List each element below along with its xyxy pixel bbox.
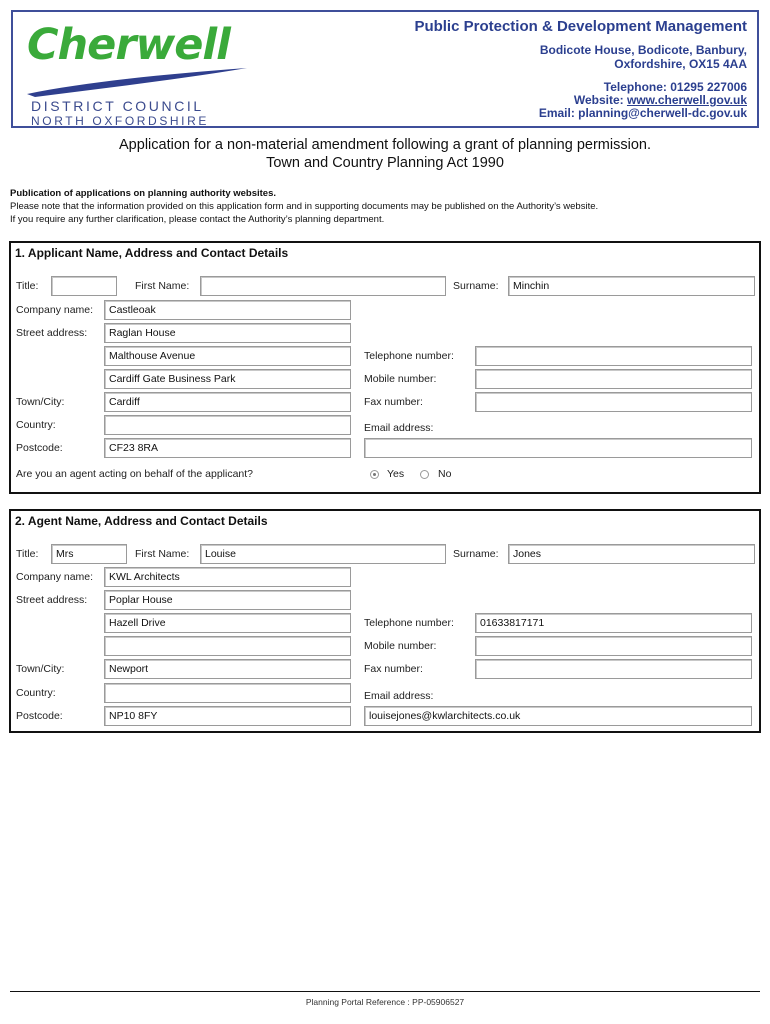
applicant-company-label: Company name: (16, 304, 94, 316)
footer-divider (10, 991, 760, 992)
applicant-country-field[interactable] (104, 415, 351, 435)
applicant-section-heading: 1. Applicant Name, Address and Contact Details (15, 246, 289, 260)
agent-yes-radio[interactable] (370, 470, 379, 479)
agent-town-field[interactable]: Newport (104, 659, 351, 679)
form-title-line2: Town and Country Planning Act 1990 (266, 155, 504, 171)
agent-surname-label: Surname: (453, 548, 499, 560)
applicant-telephone-field[interactable] (475, 346, 752, 366)
applicant-postcode-field[interactable]: CF23 8RA (104, 438, 351, 458)
agent-email-label: Email address: (364, 690, 434, 702)
applicant-town-label: Town/City: (16, 396, 65, 408)
agent-no-label: No (438, 468, 452, 480)
applicant-street1-field[interactable]: Raglan House (104, 323, 351, 343)
applicant-company-field[interactable]: Castleoak (104, 300, 351, 320)
applicant-title-field[interactable] (51, 276, 117, 296)
form-title (0, 136, 770, 172)
agent-street3-field[interactable] (104, 636, 351, 656)
notice-heading: Publication of applications on planning authority websites. (10, 188, 277, 199)
agent-mobile-field[interactable] (475, 636, 752, 656)
form-title-line1: Application for a non-material amendment following a grant of planning permission. (119, 137, 651, 153)
publication-notice (10, 187, 760, 226)
applicant-mobile-field[interactable] (475, 369, 752, 389)
council-header (11, 10, 759, 128)
address-line-1: Bodicote House, Bodicote, Banbury, (539, 43, 747, 57)
applicant-town-field[interactable]: Cardiff (104, 392, 351, 412)
planning-portal-reference: Planning Portal Reference : PP-05906527 (305, 997, 465, 1007)
logo-wordmark: Cherwell (27, 20, 230, 70)
applicant-email-field[interactable] (364, 438, 752, 458)
applicant-section (9, 241, 761, 494)
agent-first-name-label: First Name: (135, 548, 190, 560)
agent-section (9, 509, 761, 733)
agent-fax-label: Fax number: (364, 663, 423, 675)
agent-email-field[interactable]: louisejones@kwlarchitects.co.uk (364, 706, 752, 726)
notice-line1: Please note that the information provided on this application form and in supporting documents may be published on the Authority’s website. (10, 201, 599, 212)
agent-question: Are you an agent acting on behalf of the applicant? (16, 468, 254, 480)
applicant-title-label: Title: (16, 280, 39, 292)
applicant-street3-field[interactable]: Cardiff Gate Business Park (104, 369, 351, 389)
applicant-mobile-label: Mobile number: (364, 373, 437, 385)
agent-title-field[interactable]: Mrs (51, 544, 127, 564)
email-line[interactable]: Email: planning@cherwell-dc.gov.uk (538, 106, 747, 120)
telephone-line: Telephone: 01295 227006 (603, 80, 747, 94)
applicant-fax-field[interactable] (475, 392, 752, 412)
agent-first-name-field[interactable]: Louise (200, 544, 446, 564)
applicant-street-label: Street address: (16, 327, 88, 339)
agent-yes-label: Yes (387, 468, 405, 480)
agent-telephone-field[interactable]: 01633817171 (475, 613, 752, 633)
logo-north-oxfordshire: NORTH OXFORDSHIRE (31, 114, 209, 128)
agent-town-label: Town/City: (16, 663, 65, 675)
applicant-surname-field[interactable]: Minchin (508, 276, 755, 296)
website-label: Website: (573, 93, 627, 107)
department-block (414, 18, 747, 120)
logo-swoosh-icon (25, 64, 250, 98)
agent-street-label: Street address: (16, 594, 88, 606)
agent-company-label: Company name: (16, 571, 94, 583)
applicant-telephone-label: Telephone number: (364, 350, 454, 362)
website-link[interactable]: www.cherwell.gov.uk (626, 93, 747, 107)
agent-street1-field[interactable]: Poplar House (104, 590, 351, 610)
agent-no-radio[interactable] (420, 470, 429, 479)
logo-district-council: DISTRICT COUNCIL (31, 98, 204, 114)
applicant-email-label: Email address: (364, 422, 434, 434)
department-name: Public Protection & Development Management (414, 18, 747, 35)
applicant-street2-field[interactable]: Malthouse Avenue (104, 346, 351, 366)
agent-surname-field[interactable]: Jones (508, 544, 755, 564)
agent-section-heading: 2. Agent Name, Address and Contact Details (15, 514, 268, 528)
applicant-fax-label: Fax number: (364, 396, 423, 408)
agent-fax-field[interactable] (475, 659, 752, 679)
cherwell-logo (25, 20, 250, 128)
agent-mobile-label: Mobile number: (364, 640, 437, 652)
agent-country-field[interactable] (104, 683, 351, 703)
agent-street2-field[interactable]: Hazell Drive (104, 613, 351, 633)
agent-postcode-label: Postcode: (16, 710, 63, 722)
address-line-2: Oxfordshire, OX15 4AA (614, 57, 747, 71)
notice-line2: If you require any further clarification, please contact the Authority’s planning department. (10, 214, 385, 225)
agent-title-label: Title: (16, 548, 39, 560)
applicant-surname-label: Surname: (453, 280, 499, 292)
applicant-postcode-label: Postcode: (16, 442, 63, 454)
applicant-first-name-label: First Name: (135, 280, 190, 292)
agent-company-field[interactable]: KWL Architects (104, 567, 351, 587)
applicant-first-name-field[interactable] (200, 276, 446, 296)
agent-telephone-label: Telephone number: (364, 617, 454, 629)
agent-country-label: Country: (16, 687, 56, 699)
agent-postcode-field[interactable]: NP10 8FY (104, 706, 351, 726)
applicant-country-label: Country: (16, 419, 56, 431)
